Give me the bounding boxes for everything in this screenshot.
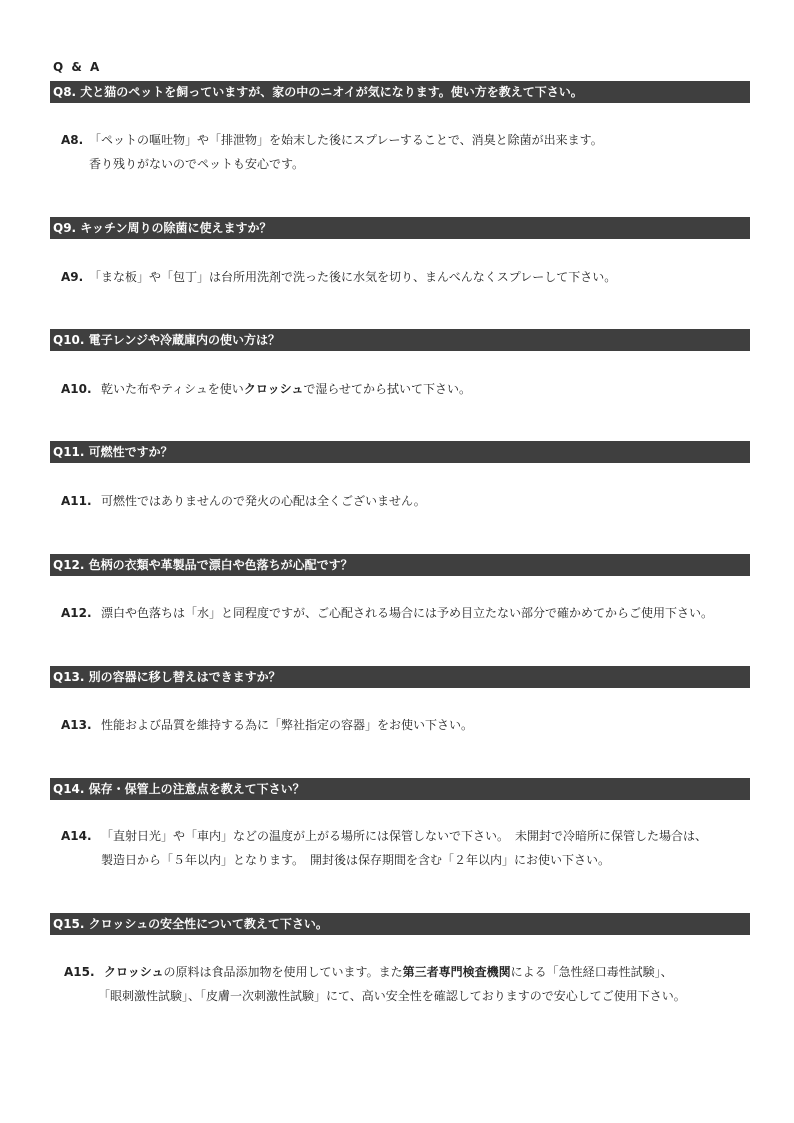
answer-a11 — [61, 489, 426, 513]
answer-a15 — [64, 960, 686, 1008]
answer-label: A13. — [61, 718, 92, 732]
answer-text-cont: で湿らせてから拭いて下さい。 — [303, 382, 471, 396]
answer-text-line2: 製造日から「５年以内」となります。 開封後は保存期間を含む「２年以内」にお使い下さい。 — [101, 853, 611, 867]
question-q9: Q9. キッチン周りの除菌に使えますか？ — [50, 217, 750, 239]
answer-text: の原料は食品添加物を使用しています。また — [163, 965, 403, 979]
answer-label: A10. — [61, 382, 92, 396]
answer-label: A14. — [61, 829, 92, 843]
question-q14: Q14. 保存・保管上の注意点を教えて下さい？ — [50, 778, 750, 800]
lab-name: 第三者専門検査機関 — [402, 965, 511, 979]
answer-text: 可燃性ではありませんので発火の心配は全くございません。 — [101, 494, 426, 508]
product-name: クロッシュ — [104, 965, 164, 979]
answer-text: 「ペットの嘔吐物」や「排泄物」を始末した後にスプレーすることで、消臭と除菌が出来ます。 — [89, 133, 603, 147]
answer-label: A11. — [61, 494, 92, 508]
question-q15: Q15. クロッシュの安全性について教えて下さい。 — [50, 913, 750, 935]
question-q13: Q13. 別の容器に移し替えはできますか？ — [50, 666, 750, 688]
answer-a9 — [61, 265, 616, 289]
question-q8: Q8. 犬と猫のペットを飼っていますが、家の中のニオイが気になります。使い方を教えて下さい。 — [50, 81, 750, 103]
page-title: Q & A — [53, 60, 102, 74]
answer-text: 漂白や色落ちは「水」と同程度ですが、ご心配される場合には予め目立たない部分で確かめてからご使用下さい。 — [101, 606, 714, 620]
question-q11: Q11. 可燃性ですか？ — [50, 441, 750, 463]
answer-label: A12. — [61, 606, 92, 620]
answer-a12 — [61, 601, 713, 625]
answer-text: 「まな板」や「包丁」は台所用洗剤で洗った後に水気を切り、まんべんなくスプレーして下さい。 — [89, 270, 617, 284]
answer-text-cont: による「急性経口毒性試験」、 — [510, 965, 673, 979]
product-name: クロッシュ — [243, 382, 304, 396]
question-q12: Q12. 色柄の衣類や革製品で漂白や色落ちが心配です？ — [50, 554, 750, 576]
answer-text-line2: 香り残りがないのでペットも安心です。 — [89, 157, 305, 171]
answer-a14 — [61, 824, 707, 872]
answer-text: 乾いた布やティシュを使い — [101, 382, 244, 396]
answer-label: A9. — [61, 270, 84, 284]
answer-text-line2: 「眼刺激性試験」、「皮膚一次刺激性試験」にて、高い安全性を確認しておりますので安心してご使用下さい。 — [98, 989, 686, 1003]
answer-a10 — [61, 377, 471, 401]
answer-label: A15. — [64, 965, 95, 979]
answer-label: A8. — [61, 133, 84, 147]
answer-a8 — [61, 128, 603, 176]
answer-text: 「直射日光」や「車内」などの温度が上がる場所には保管しないで下さい。 未開封で冷暗所に保管した場合は、 — [101, 829, 708, 843]
answer-text: 性能および品質を維持する為に「弊社指定の容器」をお使い下さい。 — [101, 718, 474, 732]
question-q10: Q10. 電子レンジや冷蔵庫内の使い方は？ — [50, 329, 750, 351]
answer-a13 — [61, 713, 473, 737]
